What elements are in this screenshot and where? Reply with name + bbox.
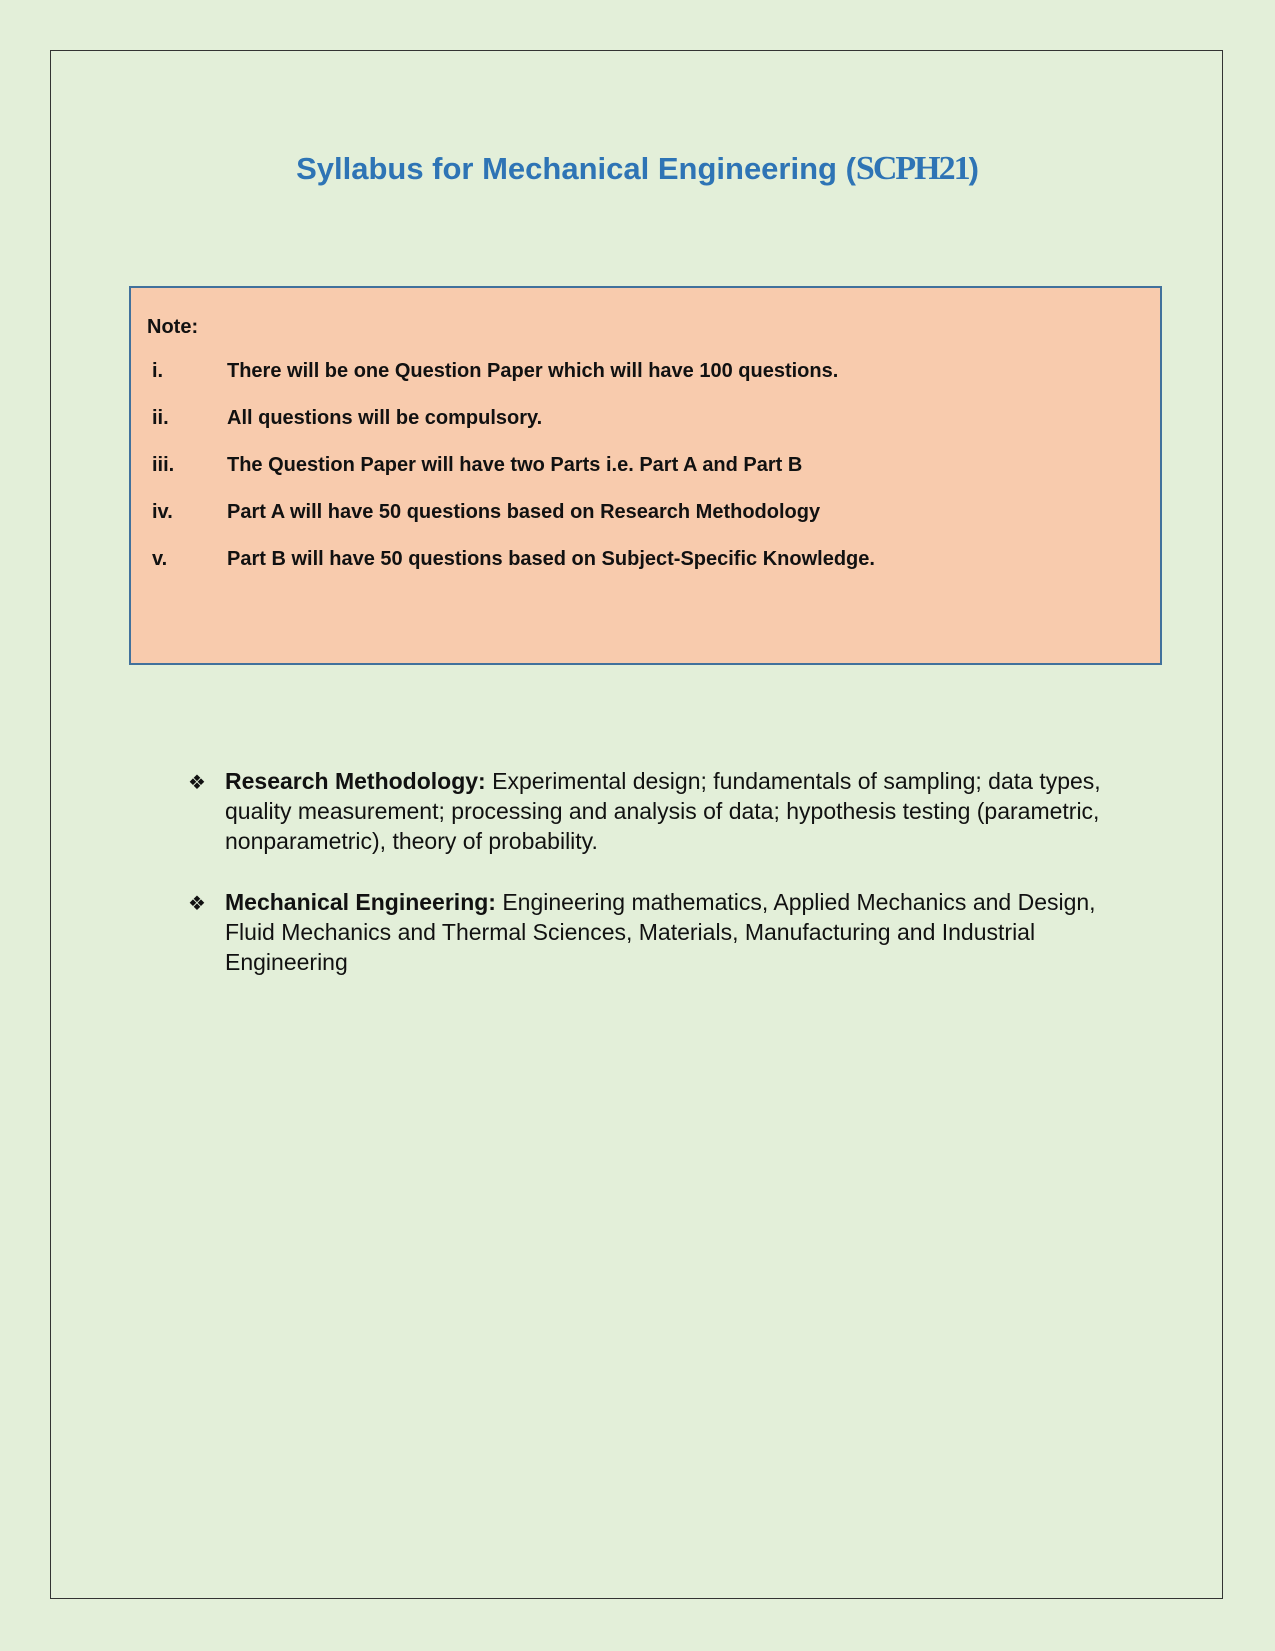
- topic-heading: Mechanical Engineering:: [225, 889, 496, 915]
- note-item-number: ii.: [152, 407, 169, 429]
- topic-body: Experimental design; fundamentals of sampling; data types, quality measurement; processing and analysis of data; hypothesis testing (parametric, nonparametric), theory of probability.: [225, 768, 1101, 854]
- note-label: Note:: [147, 316, 199, 338]
- topic-research-methodology: [188, 766, 1128, 856]
- note-item-text: Part B will have 50 questions based on Subject-Specific Knowledge.: [227, 548, 875, 570]
- note-item-text: There will be one Question Paper which will have 100 questions.: [227, 360, 839, 382]
- syllabus-topics: [188, 766, 1128, 1008]
- page-title: [0, 150, 1275, 188]
- diamond-bullet-icon: ❖: [188, 770, 206, 794]
- note-item-number: v.: [152, 548, 168, 570]
- topic-mechanical-engineering: [188, 887, 1128, 977]
- title-text: Syllabus for Mechanical Engineering (: [296, 151, 856, 186]
- title-close: ): [968, 151, 979, 186]
- note-item-number: iv.: [152, 501, 173, 523]
- note-item-number: iii.: [152, 454, 175, 476]
- note-item-number: i.: [152, 360, 164, 382]
- note-item-text: Part A will have 50 questions based on Research Methodology: [227, 501, 821, 523]
- note-box: [129, 286, 1162, 665]
- note-item-text: All questions will be compulsory.: [227, 407, 543, 429]
- diamond-bullet-icon: ❖: [188, 891, 206, 915]
- note-item-text: The Question Paper will have two Parts i.e. Part A and Part B: [227, 454, 803, 476]
- topic-heading: Research Methodology:: [225, 768, 486, 794]
- topic-body: Engineering mathematics, Applied Mechanics and Design, Fluid Mechanics and Thermal Sciences, Materials, Manufacturing and Industrial Engineering: [225, 889, 1096, 975]
- course-code: SCPH21: [855, 150, 969, 187]
